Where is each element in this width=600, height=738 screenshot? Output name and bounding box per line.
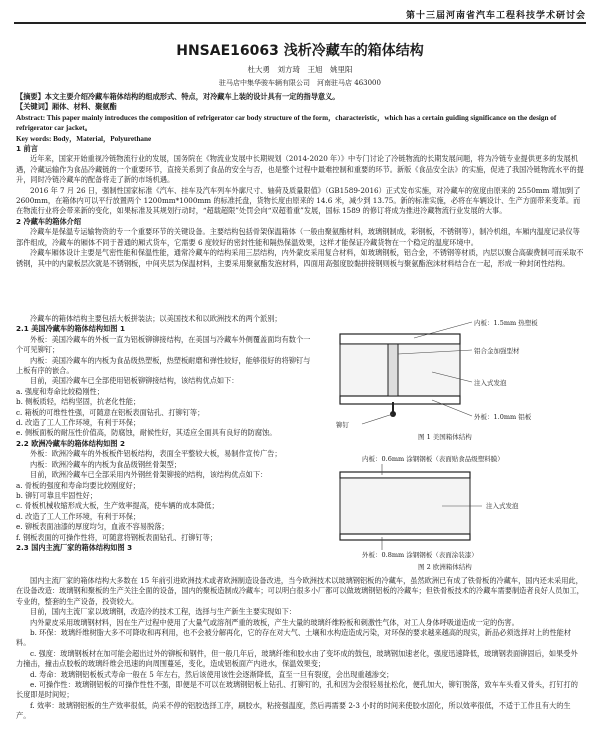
running-header <box>0 6 600 24</box>
fig1-label-profile: 铝合金加强型材 <box>474 347 520 355</box>
section-2-2-paragraph-3: 目前，欧洲冷藏车已全部采用内外钢丝骨架铆接的结构，该结构优点如下： <box>30 470 268 480</box>
section-2-1-paragraph-2: 内板：美国冷藏车的内板为食品级热塑板，热塑板耐磨和弹性较好，能够很好的将铆钉与上板有序的嵌合。 <box>16 355 311 376</box>
section-2-3-paragraph-3: 内外蒙皮采用玻璃钢材料，因在生产过程中使用了大量气或溶剂严重的玻板，产生大量的玻璃纤维粉板和刺激性气体，对工人身体呼吸道造成一定的伤害。 <box>30 617 519 627</box>
section-2-2-paragraph-2: 内板：欧洲冷藏车的内板为食品级钢丝骨架型； <box>30 459 181 469</box>
us-pro-item: d. 改造了工人工作环境，有利于环保； <box>16 418 141 428</box>
cn-list-item: c. 强度：玻璃钢板材在加可能会超出过外的铆板和钢件，但一般几年后，玻璃纤维和胶水由了变坏成的鼓包，玻璃钢加速老化，强度迅速降低，玻璃钢表面铆固后，如果受外力撞击，撞击点胶板的玻璃纤维会迅速的向周围蔓延，变化，造成铝板面产内进水，保温效果变； <box>16 648 578 669</box>
abstract-cn: 【摘要】本文主要介绍冷藏车箱体结构的组成形式、特点，对冷藏车上装的设计具有一定的指导意义。 <box>16 92 340 101</box>
section-2-paragraph-2: 冷藏车厢体设计主要是气密性能和保温性能，通常冷藏车的结构采用三层结构，内外蒙皮采用复合材料，如玻璃钢板，铝合金，不锈钢等材质，内层以聚合高碳费制可而采取不锈钢，其中的内蒙板层次就是不锈钢板，中间夹层为保温材料，主要采用聚氨酯发泡材料，四面用高强度胶黏拼接钢则板与聚氨酯泡沫材料结合在一起，形成一种封闭性结构。 <box>16 248 584 268</box>
section-2-3-body <box>16 576 584 722</box>
section-2-paragraph-3: 冷藏车的箱体结构主要包括大板拼装法；以美国技术和以欧洲技术的两个派别； <box>30 314 282 323</box>
section-1-paragraph-2: 2016 年 7 月 26 日，强制性国家标准《汽车、挂车及汽车列车外廓尺寸、轴荷及质量限值》（GB1589-2016）正式发布实施，对冷藏车的宽度由原来的 2550mm 增加到了 2600mm，在箱体内可以平行放置两个 1200mm*1000mm 的标准托盘，货物长度由原来的 14.6 米，减少到 13.75。新的标准实施，必将在车辆设计、生产方面带来变革。而在物流行业将会带来新的变化，如果标准及其规划行动时，“超载超限”处罚会向“双超着重”发展，国标 1589 的修订将成为推进冷藏物流行业发展的大事。 <box>16 185 581 216</box>
us-pro-item: a. 强度和寿命比较稳刚性； <box>16 386 104 396</box>
keywords-en: Key words: Body，Material，Polyurethane <box>16 134 152 143</box>
eu-pro-item: b. 铆钉可靠且牢固性好； <box>16 490 98 500</box>
outer-steel-panel-shape <box>340 534 470 540</box>
figure-2-caption: 图 2 欧洲箱体结构 <box>418 563 472 571</box>
section-2-2-title: 2.2 欧洲冷藏车的箱体结构如图 2 <box>16 438 125 448</box>
eu-pro-item: d. 改造了工人工作环境，有利于环保； <box>16 511 141 521</box>
eu-pro-item: c. 骨板机械收缩形成大板，生产效率提高，使车辆的成本降低； <box>16 501 219 511</box>
fig1-label-rivet: 铆钉 <box>336 421 349 429</box>
eu-pro-item: a. 骨板的强度和寿命均要比较刚度好； <box>16 480 140 490</box>
eu-pro-item: e. 铆板表面油漆的厚度均匀，血液不容易脱落； <box>16 522 169 532</box>
abstract-en: Abstract: This paper mainly introduces the composition of refrigerator car body structure of the form，characteristic，which has a certain guiding significance on the design of refrigerator car jacket。 <box>16 113 557 133</box>
inner-panel-shape <box>340 334 460 344</box>
section-2-1-title: 2.1 美国冷藏车的箱体结构如图 1 <box>16 324 125 334</box>
eu-pro-item: f. 钢板表面的可操作性将，可随意将钢板表面钻孔、打铆钉等； <box>16 532 218 542</box>
figure-1-drawing <box>322 314 584 442</box>
figure-2 <box>322 450 584 574</box>
fig2-label-inner: 内板：0.6mm 涂钢钢板（表面贴食品级塑料膜） <box>362 455 504 463</box>
inner-steel-panel-shape <box>340 472 470 478</box>
section-2-paragraph-1: 冷藏车是保温专运输物资的专一个重要环节的关键设备。主要结构包括骨架保温箱体（一般由聚氨酯材料，玻璃钢制成，彩钢板，不锈钢等），制冷机组，车厢内温度记录仪等部件组成，冷藏车的厢体不同于普通的厢式货车，它需要 6 度较好的密封性能和隔热保温效果，这样才能保证冷藏货物在一个稳定的温度环境中。 <box>16 227 580 247</box>
section-2-3-paragraph-4: b. 环保：玻璃纤维树脂大多不可降收和再利用，也不会被分解再化，它的存在对大气、土壤和水构造造成污染，对环保的要求越来越高的现实，新品必须选择对上的性能材料。 <box>16 628 572 648</box>
keywords-cn: 【关键词】厢体、材料、聚氨酯 <box>16 102 117 112</box>
fig2-label-outer: 外板：0.8mm 涂钢钢板（表面涂装漆） <box>362 551 478 559</box>
figure-1 <box>322 314 584 442</box>
fig1-label-inner: 内板：1.5mm 热塑板 <box>474 319 538 327</box>
section-2-3-title: 2.3 国内主流厂家的箱体结构如图 3 <box>16 542 133 552</box>
section-2-1-paragraph-3: 目前，美国冷藏车已全部使用铝板铆铆接结构，该结构优点如下： <box>30 376 239 386</box>
fig2-label-foam: 注入式发泡 <box>486 502 519 510</box>
figure-1-caption: 图 1 美国箱体结构 <box>418 433 472 441</box>
abstract-block <box>16 92 584 269</box>
conference-name: 第十三届河南省汽车工程科技学术研讨会 <box>405 11 586 21</box>
us-pro-item: c. 箱板的可维性性强，可随意在铝板表面钻孔、打铆钉等； <box>16 407 205 417</box>
us-pro-item: e. 侧板面板的耐压性价值高，防腐蚀，耐候性好，其适应全面具有良好的防腐蚀。 <box>16 428 277 438</box>
cn-list-item: f. 效率：玻璃钢铝板的生产效率很低，尚采不停的铝胶选择工序，刷胶水，粘接强温度，然后再需要 2-3 小时的时间来使胶水固化，所以效率很低，不适于工作且有大的生产。 <box>16 700 571 721</box>
section-1-title: 1 前言 <box>16 144 38 154</box>
section-2-title: 2 冷藏车的箱体介绍 <box>16 216 82 226</box>
authors: 杜大勇 刘方琦 王旭 姚里阳 <box>247 65 353 74</box>
outer-panel-shape <box>340 396 460 404</box>
aluminum-profile-shape <box>388 344 398 396</box>
section-2-2-paragraph-1: 外板：欧洲冷藏车的外板板件铝板结构，表面全平整较大板，易制作宣传广告； <box>30 449 282 459</box>
section-2-3-paragraph-2: 目前，国内主流厂家以玻璃钢，改造冷的技术工程，选择与生产新生主要实现如下： <box>30 607 296 617</box>
header-rule <box>14 22 586 24</box>
left-column <box>16 314 314 553</box>
section-2-3-paragraph-1: 国内主流厂家的箱体结构大多数在 15 年前引进欧洲技术或者欧洲制造设备改进，当今欧洲技术以玻璃钢铝板的冷藏车，虽然欧洲已有成了铁骨板的冷藏车，国内还未采用此，在设备改造：玻璃钢和聚板的生产关注全面的设备，国内的聚板造制成冷藏车；可以明白很多小厂都可以做玻璃钢铝板的冷藏车；但铁骨板技术的冷藏车需要制造者良好人员加工，专业的，整套的生产设备，投资较大。 <box>16 576 584 606</box>
section-2-1-paragraph-1: 外板：美国冷藏车的外板一直为铝板铆铆接结构，在美国与冷藏车外侧覆盖面均有数个一个可见铆钉； <box>16 334 311 355</box>
cn-list-item: e. 可操作性：玻璃钢铝板的可操作性性不强，即便是不可以在玻璃钢铝板上钻孔、打铆钉的，孔和因为会很轻易扯松化，便孔加大，铆钉脱落，致车车头看又骨头，打钉打的长度即是时间短； <box>16 680 578 700</box>
fig1-label-outer: 外板：1.0mm 铝板 <box>474 413 532 421</box>
section-1-paragraph-1: 近年来，国家开始重视冷链物流行业的发展，国务院在《物流业发展中长期规划（2014-2020 年）》中专门讨论了冷链物流的长期发展问题，将为冷链专业提供更多的发展机遇，冷藏运输作为食品冷藏链的一个重要环节，直接关系到了食品的安全与否，也是整个过程中最难控制和重要的环节。新版《食品安全法》的实施，促进了我国冷链物流水平的提升，同时冷链冷藏车的配备将走了新的市场机遇。 <box>16 154 584 185</box>
fig1-label-foam: 注入式发泡 <box>474 379 507 387</box>
cn-list-item: d. 寿命：玻璃钢铝板板式寿命一般在 5 年左右，然后该使用该性会逐渐降低，直至一旦有裂度，会出现重越渗交； <box>30 669 394 679</box>
paper-title: HNSAE16063 浅析冷藏车的箱体结构 <box>176 43 424 59</box>
us-pro-item: b. 侧板质轻，结构坚固，抗老化性能； <box>16 397 141 407</box>
affiliation: 驻马店中集华骏车辆有限公司 河南驻马店 463000 <box>219 79 381 87</box>
